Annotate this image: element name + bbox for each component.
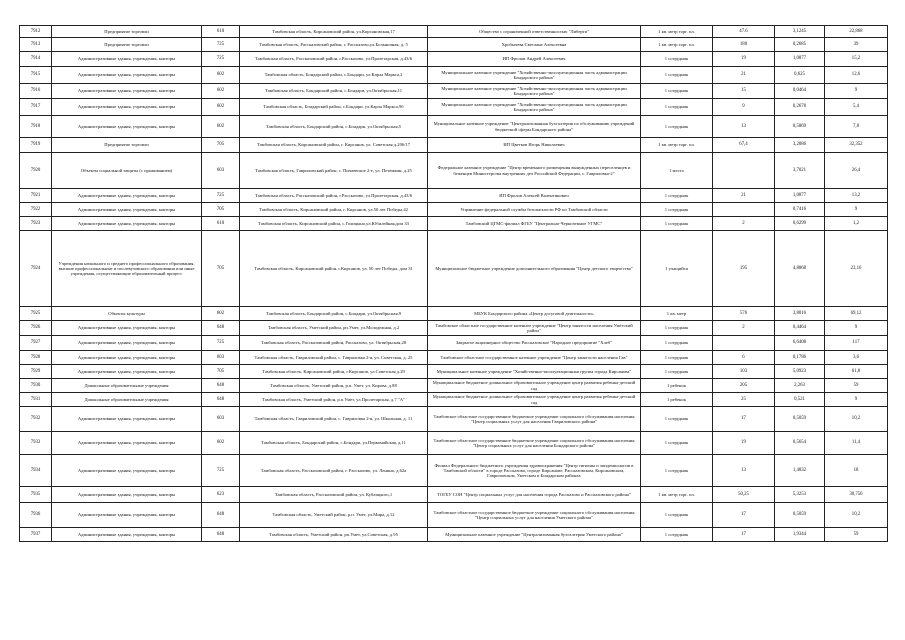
okato-code-cell: 725	[202, 189, 240, 203]
row-number-cell: 7927	[20, 336, 52, 351]
annual-volume-cell: 9	[825, 84, 888, 99]
unit-quantity-cell: 21	[713, 189, 775, 203]
unit-quantity-cell: 17	[713, 503, 775, 528]
row-number-cell: 7931	[20, 393, 52, 407]
okato-code-cell: 602	[202, 307, 240, 321]
object-type-cell: Административные здания, учреждения, конторы	[52, 84, 202, 99]
object-type-cell: Административные здания, учреждения, конторы	[52, 407, 202, 432]
row-number-cell: 7928	[20, 351, 52, 365]
unit-quantity-cell: 17	[713, 407, 775, 432]
unit-quantity-cell: 13	[713, 116, 775, 138]
address-cell: Тамбовская область, Уметский район, р.п. Умет, ул. Кирова, д.88	[240, 379, 428, 393]
row-number-cell: 7925	[20, 307, 52, 321]
okato-code-cell: 705	[202, 138, 240, 153]
address-cell: Тамбовская область, Рассказовский район, г. Рассказово,ул.Больничная, д. 5	[240, 38, 428, 52]
owner-name-cell: Управление федеральной службы безопасности РФ по Тамбовской области	[428, 203, 641, 217]
table-row	[20, 393, 888, 407]
table-row	[20, 116, 888, 138]
annual-volume-cell: 59	[825, 528, 888, 542]
row-number-cell: 7921	[20, 189, 52, 203]
row-number-cell: 7923	[20, 217, 52, 231]
row-number-cell: 7926	[20, 321, 52, 336]
okato-code-cell: 705	[202, 203, 240, 217]
accumulation-norm-cell: 0,5869	[775, 116, 825, 138]
row-number-cell: 7924	[20, 231, 52, 307]
calc-unit-cell: 1 ребенок	[641, 379, 713, 393]
accumulation-norm-cell: 0,0464	[775, 84, 825, 99]
calc-unit-cell: 1 учащийся	[641, 231, 713, 307]
row-number-cell: 7930	[20, 379, 52, 393]
accumulation-norm-cell: 0,5059	[775, 407, 825, 432]
row-number-cell: 7933	[20, 432, 52, 455]
okato-code-cell: 725	[202, 38, 240, 52]
accumulation-norm-cell: 5,3253	[775, 487, 825, 503]
address-cell: Тамбовская область, Бондарский район, с.Бондари, ул.Первомайская, д.11	[240, 432, 428, 455]
address-cell: Тамбовская область, Кирсановский район, г. Кирсанов, ул. Советская д.206/17	[240, 138, 428, 153]
accumulation-norm-cell: 5,0923	[775, 365, 825, 379]
row-number-cell: 7937	[20, 528, 52, 542]
row-number-cell: 7919	[20, 138, 52, 153]
object-type-cell: Административные здания, учреждения, конторы	[52, 67, 202, 84]
okato-code-cell: 705	[202, 231, 240, 307]
object-type-cell: Административные здания, учреждения, конторы	[52, 351, 202, 365]
calc-unit-cell: 1 кв. метр торг. пл.	[641, 487, 713, 503]
owner-name-cell: Закрытое акционерное общество Рассказовское "Народное предприятие "Хлеб"	[428, 336, 641, 351]
calc-unit-cell: 1 сотрудник	[641, 336, 713, 351]
accumulation-norm-cell: 1,0877	[775, 52, 825, 67]
calc-unit-cell: 1 кв. метр торг. пл.	[641, 138, 713, 153]
unit-quantity-cell: 25	[713, 393, 775, 407]
unit-quantity-cell: 2	[713, 217, 775, 231]
address-cell: Тамбовская область, Гавриловский район, с. Гавриловка 2-я, ул. Школьная, д. 11	[240, 407, 428, 432]
owner-name-cell: Муниципальное бюджетное учреждение дополнительного образования "Центр детского творчества"	[428, 231, 641, 307]
row-number-cell: 7936	[20, 503, 52, 528]
owner-name-cell: ИП Фролов Андрей Алексеевич	[428, 52, 641, 67]
row-number-cell: 7913	[20, 38, 52, 52]
accumulation-norm-cell: 1,9344	[775, 528, 825, 542]
owner-name-cell: Тамбовское областное государственное казенное учреждение "Центр занятости населения Гав"	[428, 351, 641, 365]
address-cell: Тамбовская область, Уметский район, р.п.Умет, ул.Пролетарская, д.7 "А"	[240, 393, 428, 407]
okato-code-cell: 648	[202, 379, 240, 393]
annual-volume-cell: 18	[825, 455, 888, 487]
address-cell: Тамбовская область, Бондарский район, с.Бондари, ул.Октябрьская,5	[240, 116, 428, 138]
address-cell: Тамбовская область, Гавриловский район, с. Гавриловка 2-я, ул. Советская, д. 25	[240, 351, 428, 365]
address-cell: Тамбовская область, Рассказовский район, ул. Кублицкого,1	[240, 487, 428, 503]
owner-name-cell: Муниципальное бюджетное дошкольное образовательное учреждение центр развития ребенка-детский сад	[428, 393, 641, 407]
address-cell: Тамбовская область, Гавриловский район, с. Пичаевское 2-е, ул. Потемкин, д.25	[240, 153, 428, 189]
calc-unit-cell: 1 сотрудник	[641, 52, 713, 67]
address-cell: Тамбовская область, Уметский район, рп.Умет, ул.Молодежная, д.2	[240, 321, 428, 336]
owner-name-cell: ТОГБУ СОН "Центр социальных услуг для населения города Рассказово и Рассказовского района"	[428, 487, 641, 503]
unit-quantity-cell: 19	[713, 52, 775, 67]
address-cell: Тамбовская область, Рассказовский район, г.Рассказово, ул.Пролетарская, д.43/6	[240, 189, 428, 203]
accumulation-norm-cell: 0,521	[775, 393, 825, 407]
owner-name-cell: Тамбовское областное государственное бюджетное учреждение социального обслуживания населения "Центр социальных услуг для населения Бондарского района"	[428, 432, 641, 455]
annual-volume-cell: 9	[825, 321, 888, 336]
annual-volume-cell: 7,8	[825, 116, 888, 138]
address-cell: Тамбовская область, Рассказовский район, г.Рассказово, ул.Пролетарская, д.43/6	[240, 52, 428, 67]
row-number-cell: 7932	[20, 407, 52, 432]
object-type-cell: Административные здания, учреждения, конторы	[52, 487, 202, 503]
accumulation-norm-cell: 0,6299	[775, 217, 825, 231]
unit-quantity-cell: 6	[713, 351, 775, 365]
table-row	[20, 432, 888, 455]
table-row	[20, 231, 888, 307]
object-type-cell: Учреждения начального и среднего профессионального образования, высшие профессиональные и послевузовского образования или иные учреждения, осуществляющие образовательный процесс	[52, 231, 202, 307]
owner-name-cell: Муниципальное казенное учреждение "Централизованная бухгалтерия по обслуживанию учреждений бюджетной сферы Бондарского района"	[428, 116, 641, 138]
okato-code-cell: 602	[202, 84, 240, 99]
owner-name-cell: ИП Фролов Алексей Валентинович	[428, 189, 641, 203]
okato-code-cell: 610	[202, 217, 240, 231]
unit-quantity-cell: 15	[713, 84, 775, 99]
table-row	[20, 138, 888, 153]
table-row	[20, 503, 888, 528]
address-cell: Тамбовская область, Рассказовский район, Рассказово, ул. Октябрьская,28	[240, 336, 428, 351]
unit-quantity-cell: 13	[713, 455, 775, 487]
calc-unit-cell: 1 сотрудник	[641, 217, 713, 231]
table-row	[20, 189, 888, 203]
annual-volume-cell: 1,2	[825, 217, 888, 231]
object-type-cell: Административные здания, учреждения, конторы	[52, 503, 202, 528]
table-row	[20, 26, 888, 38]
okato-code-cell: 725	[202, 455, 240, 487]
accumulation-norm-cell: 0,4464	[775, 321, 825, 336]
annual-volume-cell: 23,16	[825, 231, 888, 307]
owner-name-cell: Хробычева Светлана Алексеевна	[428, 38, 641, 52]
row-number-cell: 7916	[20, 84, 52, 99]
address-cell: Тамбовская область, Рассказовский район, г. Рассказово, ул. Ленина, д.62а	[240, 455, 428, 487]
owner-name-cell: Муниципальное казенное учреждение "Централизованная бухгалтерия Уметского района"	[428, 528, 641, 542]
annual-volume-cell: 3,6	[825, 351, 888, 365]
accumulation-norm-cell: 1,0877	[775, 189, 825, 203]
unit-quantity-cell: 50,25	[713, 487, 775, 503]
accumulation-norm-cell: 0,1786	[775, 351, 825, 365]
address-cell: Тамбовская область, Кирсановский район, с.Голицыно,ул.Юбилейная,дом 33	[240, 217, 428, 231]
accumulation-norm-cell: 3,7021	[775, 153, 825, 189]
accumulation-norm-cell: 0,2678	[775, 99, 825, 116]
annual-volume-cell: 32,352	[825, 138, 888, 153]
owner-name-cell: ИП Цветков Игорь Николаевич	[428, 138, 641, 153]
row-number-cell: 7914	[20, 52, 52, 67]
address-cell: Тамбовская область, Бондарский район, с.Бондари, ул.Октябрьская,9	[240, 307, 428, 321]
accumulation-norm-cell: 3,8016	[775, 307, 825, 321]
owner-name-cell: Тамбовский ЦГМС-филиал ФГБУ "Центрально-Черноземное УГМС"	[428, 217, 641, 231]
unit-quantity-cell: 2	[713, 321, 775, 336]
accumulation-norm-cell: 0,5654	[775, 432, 825, 455]
row-number-cell: 7929	[20, 365, 52, 379]
address-cell: Тамбовская область, Кирсановский район, г.Кирсанов, ул. 50 лет Победы, дом 31	[240, 231, 428, 307]
object-type-cell: Объекты социальной защиты (с проживанием)	[52, 153, 202, 189]
owner-name-cell: Тамбовское областное государственное бюджетное учреждение социального обслуживания населения "Центр социальных услуг для населения Гавриловского района"	[428, 407, 641, 432]
calc-unit-cell: 1 сотрудник	[641, 67, 713, 84]
table-row	[20, 379, 888, 393]
owner-name-cell: Муниципальное казенное учреждение "Хозяйственно-эксплуатационная часть администрации Бондарского района"	[428, 67, 641, 84]
calc-unit-cell: 1 сотрудник	[641, 84, 713, 99]
table-row	[20, 487, 888, 503]
annual-volume-cell: 9	[825, 203, 888, 217]
object-type-cell: Административные здания, учреждения, конторы	[52, 217, 202, 231]
object-type-cell: Административные здания, учреждения, конторы	[52, 365, 202, 379]
okato-code-cell: 623	[202, 487, 240, 503]
address-cell: Тамбовская область, Бондарский район, с.Бондари, ул.Карла Маркса,9б	[240, 99, 428, 116]
waste-sources-table	[19, 25, 888, 542]
table-row	[20, 153, 888, 189]
calc-unit-cell: 1 сотрудник	[641, 503, 713, 528]
calc-unit-cell: 1 место	[641, 153, 713, 189]
owner-name-cell: Муниципальное казенное учреждение "Хозяйственно-эксплуатационная группа города Кирсанова"	[428, 365, 641, 379]
owner-name-cell: Муниципальное казенное учреждение "Хозяйственно-эксплуатационная часть администрации Бондарского района"	[428, 99, 641, 116]
row-number-cell: 7918	[20, 116, 52, 138]
unit-quantity-cell: 17	[713, 528, 775, 542]
okato-code-cell: 648	[202, 503, 240, 528]
address-cell: Тамбовская область, Уметский район, рп.Умет, ул.Советская, д.95	[240, 528, 428, 542]
okato-code-cell: 603	[202, 351, 240, 365]
unit-quantity-cell: 47.6	[713, 26, 775, 38]
annual-volume-cell: 59	[825, 379, 888, 393]
annual-volume-cell: 22,868	[825, 26, 888, 38]
owner-name-cell: Общество с ограниченной ответственностью "Либерти"	[428, 26, 641, 38]
row-number-cell: 7920	[20, 153, 52, 189]
row-number-cell: 7915	[20, 67, 52, 84]
address-cell: Тамбовская область, Кирсановский район, ул.Кирсановская,17	[240, 26, 428, 38]
okato-code-cell: 705	[202, 365, 240, 379]
calc-unit-cell: 1 кв. метр торг. пл.	[641, 26, 713, 38]
annual-volume-cell: 30,756	[825, 487, 888, 503]
accumulation-norm-cell: 6,6408	[775, 336, 825, 351]
table-row	[20, 528, 888, 542]
unit-quantity-cell: 67,4	[713, 138, 775, 153]
accumulation-norm-cell: 4,8868	[775, 231, 825, 307]
object-type-cell: Административные здания, учреждения, конторы	[52, 528, 202, 542]
annual-volume-cell: 26,4	[825, 153, 888, 189]
unit-quantity-cell: 9	[713, 99, 775, 116]
annual-volume-cell: 5,4	[825, 99, 888, 116]
owner-name-cell: Филиал Федерального бюджетного учреждения здравоохранения "Центр гигиены и эпидемиологии в Тамбовской области" в городе Рассказово, городе Кирсанове, Рассказовском, Кирсановском, Гавриловском, Уметском и Бондарском районах	[428, 455, 641, 487]
object-type-cell: Административные здания, учреждения, конторы	[52, 455, 202, 487]
accumulation-norm-cell: 3,1245	[775, 26, 825, 38]
address-cell: Тамбовская область, Бондарский район, с.Бондари, ул.Карла Маркса,2	[240, 67, 428, 84]
object-type-cell: Административные здания, учреждения, конторы	[52, 203, 202, 217]
object-type-cell: Административные здания, учреждения, конторы	[52, 189, 202, 203]
calc-unit-cell: 1 сотрудник	[641, 528, 713, 542]
owner-name-cell: Муниципальное бюджетное дошкольное образовательное учреждение центр развития ребенка-детский сад	[428, 379, 641, 393]
object-type-cell: Объекты культуры	[52, 307, 202, 321]
annual-volume-cell: 69,12	[825, 307, 888, 321]
annual-volume-cell: 12,6	[825, 67, 888, 84]
row-number-cell: 7922	[20, 203, 52, 217]
annual-volume-cell: 11,4	[825, 432, 888, 455]
table-row	[20, 351, 888, 365]
accumulation-norm-cell: 2,263	[775, 379, 825, 393]
object-type-cell: Административные здания, учреждения, конторы	[52, 116, 202, 138]
calc-unit-cell: 1 сотрудник	[641, 99, 713, 116]
table-row	[20, 52, 888, 67]
unit-quantity-cell: 576	[713, 307, 775, 321]
accumulation-norm-cell: 3,2086	[775, 138, 825, 153]
okato-code-cell: 610	[202, 26, 240, 38]
table-row	[20, 321, 888, 336]
annual-volume-cell: 39	[825, 38, 888, 52]
owner-name-cell: Муниципальное казенное учреждение "Хозяйственно-эксплуатационная часть администрации Бондарского района"	[428, 84, 641, 99]
accumulation-norm-cell: 0,625	[775, 67, 825, 84]
owner-name-cell: Тамбовское областное государственное казенное учреждение "Центр занятости населения Умётский район"	[428, 321, 641, 336]
okato-code-cell: 602	[202, 432, 240, 455]
row-number-cell: 7934	[20, 455, 52, 487]
annual-volume-cell: 61,8	[825, 365, 888, 379]
calc-unit-cell: 1 кв. метр	[641, 307, 713, 321]
address-cell: Тамбовская область, Кирсановский район, г. Кирсанов, ул.50 лет Победы,42	[240, 203, 428, 217]
table-row	[20, 217, 888, 231]
calc-unit-cell: 1 ребенок	[641, 393, 713, 407]
calc-unit-cell: 1 сотрудник	[641, 203, 713, 217]
okato-code-cell: 648	[202, 321, 240, 336]
okato-code-cell: 725	[202, 52, 240, 67]
owner-name-cell: Федеральное казенное учреждение "Центр временного размещения вынужденных переселенцев и беженцев Министерства внутренних дел Российской Федерации, с. Гавриловка-2"	[428, 153, 641, 189]
address-cell: Тамбовская область, Кирсановский район, г.Кирсанов, ул.Советская д.29	[240, 365, 428, 379]
annual-volume-cell: 15,2	[825, 52, 888, 67]
object-type-cell: Предприятие торговли	[52, 38, 202, 52]
table-row	[20, 407, 888, 432]
row-number-cell: 7917	[20, 99, 52, 116]
okato-code-cell: 603	[202, 153, 240, 189]
unit-quantity-cell	[713, 203, 775, 217]
calc-unit-cell: 1 сотрудник	[641, 432, 713, 455]
okato-code-cell: 648	[202, 528, 240, 542]
calc-unit-cell: 1 сотрудник	[641, 189, 713, 203]
table-row	[20, 67, 888, 84]
owner-name-cell: МБУК Бондарского района «Центр досуговой деятельности»	[428, 307, 641, 321]
unit-quantity-cell: 21	[713, 67, 775, 84]
table-row	[20, 99, 888, 116]
table-row	[20, 84, 888, 99]
calc-unit-cell: 1 сотрудник	[641, 116, 713, 138]
object-type-cell: Дошкольные образовательные учреждения	[52, 379, 202, 393]
object-type-cell: Административные здания, учреждения, конторы	[52, 336, 202, 351]
table-row	[20, 455, 888, 487]
accumulation-norm-cell: 0,7416	[775, 203, 825, 217]
calc-unit-cell: 1 сотрудник	[641, 455, 713, 487]
okato-code-cell: 603	[202, 407, 240, 432]
okato-code-cell: 725	[202, 336, 240, 351]
unit-quantity-cell: 180	[713, 38, 775, 52]
annual-volume-cell: 13,2	[825, 189, 888, 203]
unit-quantity-cell	[713, 153, 775, 189]
calc-unit-cell: 1 сотрудник	[641, 407, 713, 432]
table-row	[20, 307, 888, 321]
table-row	[20, 203, 888, 217]
table-row	[20, 38, 888, 52]
okato-code-cell: 602	[202, 116, 240, 138]
okato-code-cell: 648	[202, 393, 240, 407]
annual-volume-cell: 9	[825, 393, 888, 407]
object-type-cell: Административные здания, учреждения, конторы	[52, 432, 202, 455]
object-type-cell: Предприятие торговли	[52, 26, 202, 38]
table-row	[20, 336, 888, 351]
unit-quantity-cell: 19	[713, 432, 775, 455]
object-type-cell: Предприятие торговли	[52, 138, 202, 153]
table-body	[20, 26, 888, 542]
object-type-cell: Дошкольные образовательные учреждения	[52, 393, 202, 407]
object-type-cell: Административные здания, учреждения, конторы	[52, 321, 202, 336]
accumulation-norm-cell: 1,4832	[775, 455, 825, 487]
calc-unit-cell: 1 кв. метр торг. пл.	[641, 38, 713, 52]
row-number-cell: 7935	[20, 487, 52, 503]
unit-quantity-cell: 205	[713, 379, 775, 393]
calc-unit-cell: 1 сотрудник	[641, 365, 713, 379]
okato-code-cell: 602	[202, 99, 240, 116]
owner-name-cell: Тамбовское областное государственное бюджетное учреждение социального обслуживания населения "Центр социальных услуг для населения Уметского района"	[428, 503, 641, 528]
row-number-cell: 7912	[20, 26, 52, 38]
calc-unit-cell: 1 сотрудник	[641, 321, 713, 336]
annual-volume-cell: 117	[825, 336, 888, 351]
unit-quantity-cell	[713, 336, 775, 351]
unit-quantity-cell: 103	[713, 365, 775, 379]
object-type-cell: Административные здания, учреждения, конторы	[52, 52, 202, 67]
accumulation-norm-cell: 0,5059	[775, 503, 825, 528]
address-cell: Тамбовская область, Уметский район, р.п. Умет, ул.Мира, д.12	[240, 503, 428, 528]
table-row	[20, 365, 888, 379]
annual-volume-cell: 10,2	[825, 407, 888, 432]
calc-unit-cell: 1 сотрудник	[641, 351, 713, 365]
unit-quantity-cell: 195	[713, 231, 775, 307]
okato-code-cell: 602	[202, 67, 240, 84]
accumulation-norm-cell: 0,2685	[775, 38, 825, 52]
object-type-cell: Административные здания, учреждения, конторы	[52, 99, 202, 116]
annual-volume-cell: 10,2	[825, 503, 888, 528]
address-cell: Тамбовская область, Бондарский район, с.Бондари, ул.Октябрьская,11	[240, 84, 428, 99]
